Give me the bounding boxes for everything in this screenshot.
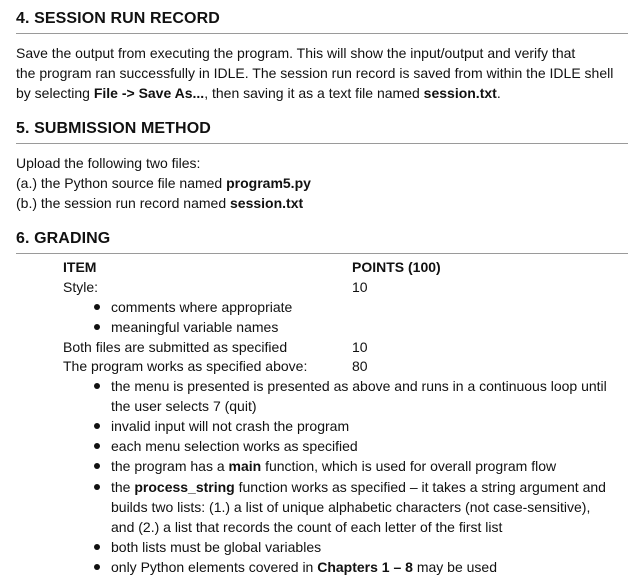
bullet-item bbox=[111, 456, 626, 476]
bullet-line bbox=[111, 416, 626, 436]
bold-text: Chapters 1 – 8 bbox=[317, 559, 413, 575]
text-run: each menu selection works as specified bbox=[111, 438, 358, 454]
section-heading: 6. GRADING bbox=[16, 230, 628, 254]
bullet-item bbox=[111, 297, 621, 317]
section-session-run-record bbox=[16, 10, 628, 103]
bullet-item bbox=[111, 317, 621, 337]
column-header-points: POINTS (100) bbox=[352, 259, 441, 275]
bullet-item bbox=[111, 416, 626, 436]
text-run: meaningful variable names bbox=[111, 319, 279, 335]
paragraph-line bbox=[16, 153, 628, 173]
bold-text: program5.py bbox=[226, 175, 311, 191]
bullet-line bbox=[111, 537, 626, 557]
text-run: the program has a bbox=[111, 458, 229, 474]
bullet-line bbox=[111, 517, 626, 537]
grading-item-style: Style: bbox=[63, 279, 99, 295]
bullet-item bbox=[111, 477, 626, 537]
grading-points-style: 10 bbox=[352, 279, 368, 295]
section-submission-method bbox=[16, 120, 628, 213]
bullet-line bbox=[111, 557, 626, 577]
text-run: may be used bbox=[412, 559, 498, 575]
bold-text: session.txt bbox=[423, 85, 497, 101]
text-run: builds two lists: (1.) a list of unique alphabetic characters (not case-sensitive), bbox=[111, 499, 591, 515]
section-heading: 5. SUBMISSION METHOD bbox=[16, 120, 628, 144]
section-paragraph bbox=[16, 43, 628, 103]
paragraph-line bbox=[16, 43, 628, 63]
bold-text: File -> Save As... bbox=[93, 85, 205, 101]
paragraph-line bbox=[16, 63, 628, 83]
paragraph-line bbox=[16, 193, 628, 213]
bullet-item bbox=[111, 557, 626, 577]
bullet-item bbox=[111, 537, 626, 557]
bullet-line bbox=[111, 477, 626, 497]
bullet-line bbox=[111, 317, 621, 337]
text-run: comments where appropriate bbox=[111, 299, 293, 315]
text-run: by selecting bbox=[16, 85, 94, 101]
paragraph-line bbox=[16, 83, 628, 103]
bullet-line bbox=[111, 396, 626, 416]
section-paragraph bbox=[16, 153, 628, 213]
bold-text: session.txt bbox=[230, 195, 304, 211]
grading-item-files: Both files are submitted as specified bbox=[63, 339, 288, 355]
text-run: the menu is presented is presented as above and runs in a continuous loop until bbox=[111, 378, 607, 394]
text-run: the user selects 7 (quit) bbox=[111, 398, 257, 414]
text-run: Save the output from executing the program. This will show the input/output and verify that bbox=[16, 45, 576, 61]
bold-text: main bbox=[228, 458, 262, 474]
grading-item-works: The program works as specified above: bbox=[63, 358, 308, 374]
text-run: and (2.) a list that records the count of each letter of the first list bbox=[111, 519, 503, 535]
text-run: only Python elements covered in bbox=[111, 559, 318, 575]
bullet-line bbox=[111, 376, 626, 396]
text-run: (a.) the Python source file named bbox=[16, 175, 227, 191]
bullet-line bbox=[111, 456, 626, 476]
section-heading: 4. SESSION RUN RECORD bbox=[16, 10, 628, 34]
text-run: the bbox=[111, 479, 135, 495]
section-grading bbox=[16, 230, 628, 254]
text-run: the program ran successfully in IDLE. The session run record is saved from within the IDLE shell bbox=[16, 65, 614, 81]
text-run: (b.) the session run record named bbox=[16, 195, 230, 211]
bold-text: process_string bbox=[134, 479, 235, 495]
text-run: Upload the following two files: bbox=[16, 155, 201, 171]
bullet-item bbox=[111, 376, 626, 416]
text-run: . bbox=[496, 85, 501, 101]
text-run: function, which is used for overall program flow bbox=[261, 458, 557, 474]
paragraph-line bbox=[16, 173, 628, 193]
text-run: , then saving it as a text file named bbox=[204, 85, 424, 101]
grading-points-works: 80 bbox=[352, 358, 368, 374]
bullet-line bbox=[111, 436, 626, 456]
bullet-item bbox=[111, 436, 626, 456]
text-run: invalid input will not crash the program bbox=[111, 418, 350, 434]
text-run: both lists must be global variables bbox=[111, 539, 322, 555]
bullet-line bbox=[111, 497, 626, 517]
text-run: function works as specified – it takes a string argument and bbox=[234, 479, 606, 495]
column-header-item: ITEM bbox=[63, 259, 97, 275]
grading-points-files: 10 bbox=[352, 339, 368, 355]
bullet-line bbox=[111, 297, 621, 317]
